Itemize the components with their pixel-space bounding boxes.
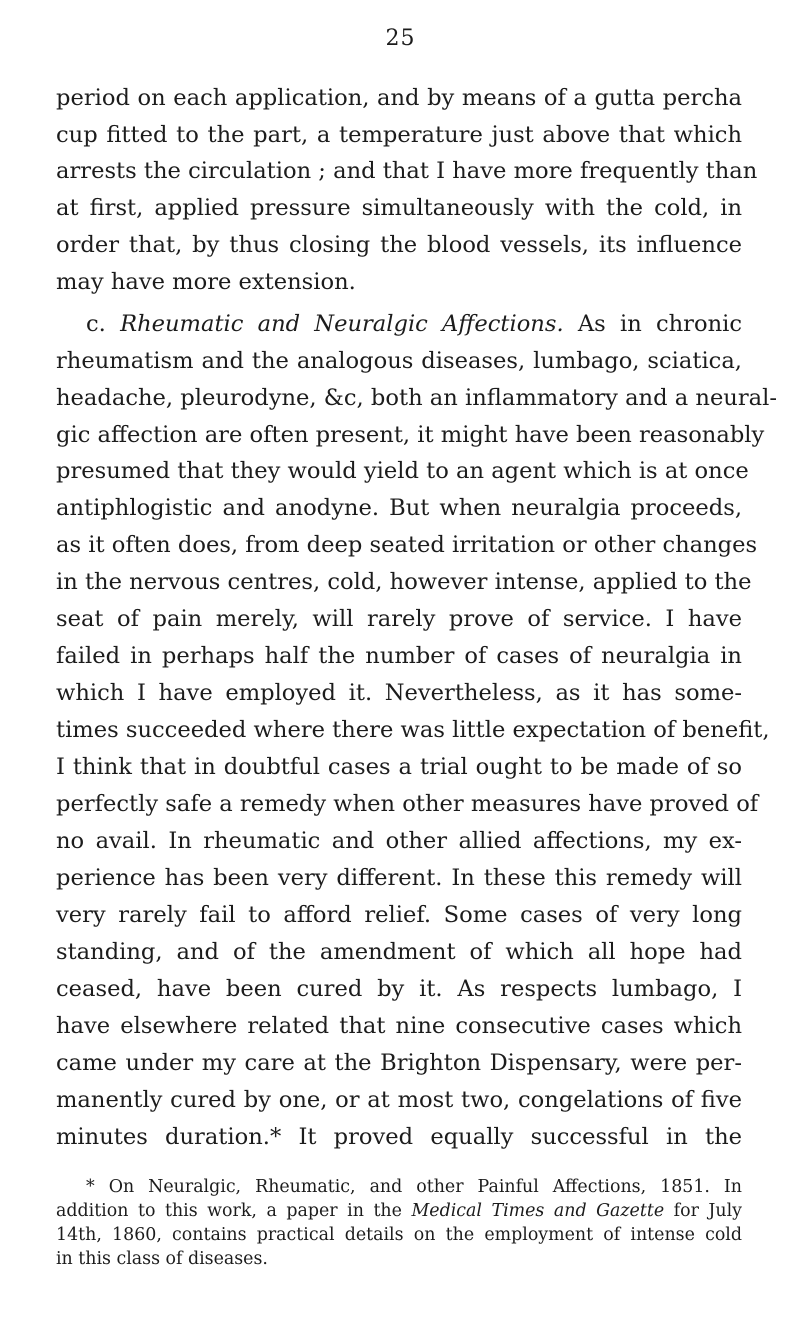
text-line: period on each application, and by means of a gutta percha xyxy=(56,85,742,111)
text-line: standing, and of the amendment of which all hope had xyxy=(56,939,742,965)
text-line: manently cured by one, or at most two, congelations of five xyxy=(56,1087,742,1113)
text-line: have elsewhere related that nine consecutive cases which xyxy=(56,1013,742,1039)
text-line: very rarely fail to afford relief. Some cases of very long xyxy=(56,902,742,928)
text-line: minutes duration.* It proved equally successful in the xyxy=(56,1124,742,1150)
text-line: antiphlogistic and anodyne. But when neuralgia proceeds, xyxy=(56,495,742,521)
text-line: arrests the circulation ; and that I have more frequently than xyxy=(56,158,758,184)
text-line: perfectly safe a remedy when other measures have proved of xyxy=(56,791,759,817)
text-line: perience has been very different. In these this remedy will xyxy=(56,865,742,891)
text-line: rheumatism and the analogous diseases, lumbago, sciatica, xyxy=(56,348,742,374)
text-line: came under my care at the Brighton Dispensary, were per- xyxy=(56,1050,742,1076)
text-line: as it often does, from deep seated irritation or other changes xyxy=(56,532,758,558)
footnote-line: in this class of diseases. xyxy=(56,1249,268,1269)
text-line: failed in perhaps half the number of cases of neuralgia in xyxy=(56,643,742,669)
text-line: which I have employed it. Nevertheless, as it has some- xyxy=(56,680,742,706)
text-line: may have more extension. xyxy=(56,269,356,295)
text-line: order that, by thus closing the blood vessels, its influence xyxy=(56,232,742,258)
text-line: in the nervous centres, cold, however intense, applied to the xyxy=(56,569,752,595)
text-line: headache, pleurodyne, &c, both an inflammatory and a neural- xyxy=(56,385,777,411)
text-line: cup fitted to the part, a temperature just above that which xyxy=(56,122,742,148)
journal-title: Medical Times and Gazette xyxy=(411,1201,665,1221)
footnote-line xyxy=(56,1200,742,1222)
text-line: seat of pain merely, will rarely prove of service. I have xyxy=(56,606,742,632)
text-line: gic affection are often present, it might have been reasonably xyxy=(56,422,765,448)
text-line: at first, applied pressure simultaneously with the cold, in xyxy=(56,195,742,221)
text-fragment: addition to this work, a paper in the xyxy=(56,1201,402,1221)
text-line: presumed that they would yield to an agent which is at once xyxy=(56,458,749,484)
text-line: times succeeded where there was little expectation of benefit, xyxy=(56,717,770,743)
section-heading: Rheumatic and Neuralgic Affections. xyxy=(120,311,564,337)
text-line: no avail. In rheumatic and other allied affections, my ex- xyxy=(56,828,742,854)
section-label: c. xyxy=(86,311,106,337)
page-number: 25 xyxy=(385,26,416,51)
footnote-line: * On Neuralgic, Rheumatic, and other Painful Affections, 1851. In xyxy=(86,1177,742,1197)
section-heading-line xyxy=(86,310,742,338)
text-line: ceased, have been cured by it. As respects lumbago, I xyxy=(56,976,742,1002)
text-fragment: for July xyxy=(673,1201,742,1221)
text-line: I think that in doubtful cases a trial ought to be made of so xyxy=(56,754,742,780)
text-fragment: As in chronic xyxy=(577,311,743,337)
footnote-line: 14th, 1860, contains practical details on the employment of intense cold xyxy=(56,1225,742,1245)
